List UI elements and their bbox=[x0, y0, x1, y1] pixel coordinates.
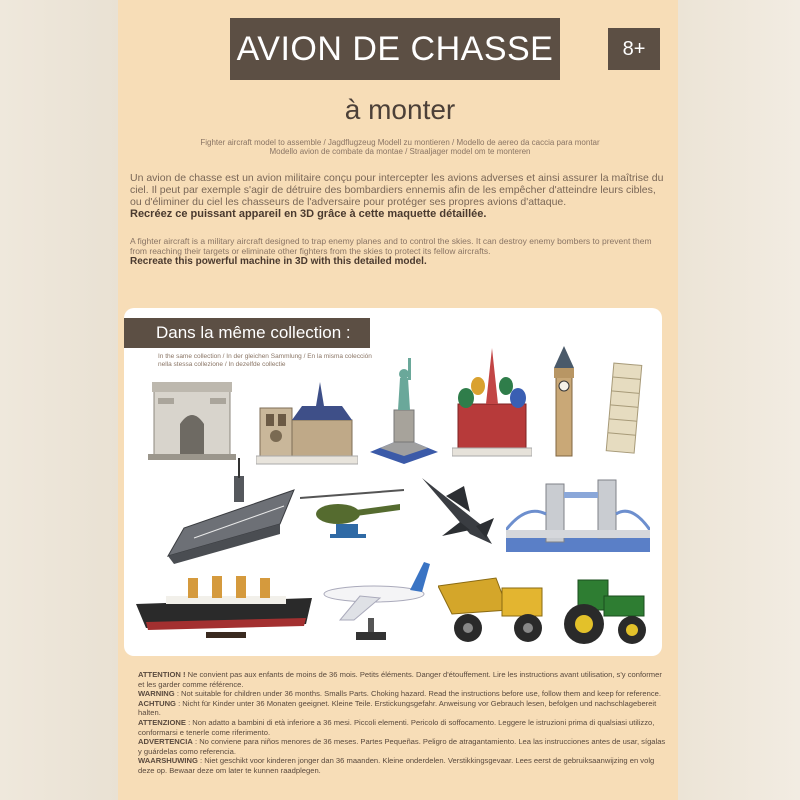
page-title: AVION DE CHASSE bbox=[236, 29, 554, 68]
arc-de-triomphe-model bbox=[148, 378, 236, 462]
warning-line: ADVERTENCIA : No conviene para niños menores de 36 meses. Partes Pequeñas. Peligro de atragantamiento. Lea las instrucciones antes de usar, sígalas y guárdelas como referencia. bbox=[138, 737, 666, 756]
warning-line: ACHTUNG : Nicht für Kinder unter 36 Monaten geeignet. Kleine Teile. Erstickungsgefahr. Anweisung vor Gebrauch lesen, befolgen und nachschlagebereit halten. bbox=[138, 698, 657, 718]
tractor-model bbox=[558, 570, 650, 648]
warning-line: WAARSHUWING : Niet geschikt voor kinderen jonger dan 36 maanden. Kleine onderdelen. Verstikkingsgevaar. Lees eerst de gebruiksaanwijzing en volg deze op. Bewaar deze om later te kunnen raadplegen. bbox=[138, 756, 655, 775]
collection-subtitle-line: In the same collection / In der gleichen Sammlung / En la misma colección bbox=[158, 353, 372, 360]
helicopter-model bbox=[300, 476, 404, 542]
warning-line: WARNING : Not suitable for children under 36 months. Smalls Parts. Choking hazard. Read the instructions before use, follow them and keep for reference. bbox=[138, 689, 661, 699]
translation-line: Fighter aircraft model to assemble / Jagdflugzeug Modell zu montieren / Modello de aereo da caccia para montar bbox=[200, 138, 600, 147]
age-badge: 8+ bbox=[608, 28, 660, 70]
fighter-jet-model bbox=[420, 474, 496, 548]
description-fr: Un avion de chasse est un avion militaire conçu pour intercepter les avions adverses et ainsi assurer la maîtrise du ciel. Il peut par exemple s'agir de détruire des bombardiers ennemis afin de les empêcher d'atteindre leurs cibles, ou d'éliminer du ciel les chasseurs de l'adversaire pour protéger ses propres avions d'attaque. bbox=[130, 172, 664, 208]
title-banner bbox=[230, 18, 560, 80]
warning-line: ATTENZIONE : Non adatto a bambini di età inferiore a 36 mesi. Piccoli elementi. Pericolo di soffocamento. Leggere le istruzioni prima di qualsiasi utilizzo, conformarsi e tenerle come riferimento. bbox=[138, 717, 655, 737]
aircraft-carrier-model bbox=[164, 454, 298, 572]
pisa-tower-model bbox=[600, 358, 646, 458]
titanic-model bbox=[136, 570, 312, 644]
st-basils-cathedral-model bbox=[452, 344, 532, 458]
collection-subtitle-line: nella stessa collezione / In dezelfde collectie bbox=[158, 361, 286, 368]
statue-of-liberty-model bbox=[370, 352, 438, 464]
safety-warnings bbox=[138, 670, 666, 776]
description-en-bold: Recreate this powerful machine in 3D with this detailed model. bbox=[130, 256, 427, 267]
airliner-model bbox=[320, 556, 432, 646]
notre-dame-model bbox=[256, 378, 358, 466]
dump-truck-model bbox=[438, 570, 552, 648]
collection-title: Dans la même collection : bbox=[156, 323, 351, 342]
description-fr-bold: Recréez ce puissant appareil en 3D grâce à cette maquette détaillée. bbox=[130, 208, 487, 220]
translation-line: Modello avion de combate da montae / Straaljager model om te monteren bbox=[269, 147, 531, 156]
collection-banner bbox=[124, 318, 370, 348]
title-translations bbox=[150, 138, 650, 156]
subtitle: à monter bbox=[344, 94, 456, 125]
big-ben-model bbox=[550, 346, 578, 458]
warning-line: ATTENTION ! Ne convient pas aux enfants de moins de 36 mois. Petits éléments. Danger d'étouffement. Lire les instructions avant utilisation, s'y conformer et les garder comme référence. bbox=[138, 670, 662, 689]
tower-bridge-model bbox=[506, 474, 650, 556]
collection-subtitle bbox=[158, 353, 398, 369]
description-en: A fighter aircraft is a military aircraft designed to trap enemy planes and to control the skies. It can destroy enemy bombers to prevent them from reaching their targets or eliminate other fighters from the skies to protect its fellow aircrafts. bbox=[130, 236, 652, 256]
